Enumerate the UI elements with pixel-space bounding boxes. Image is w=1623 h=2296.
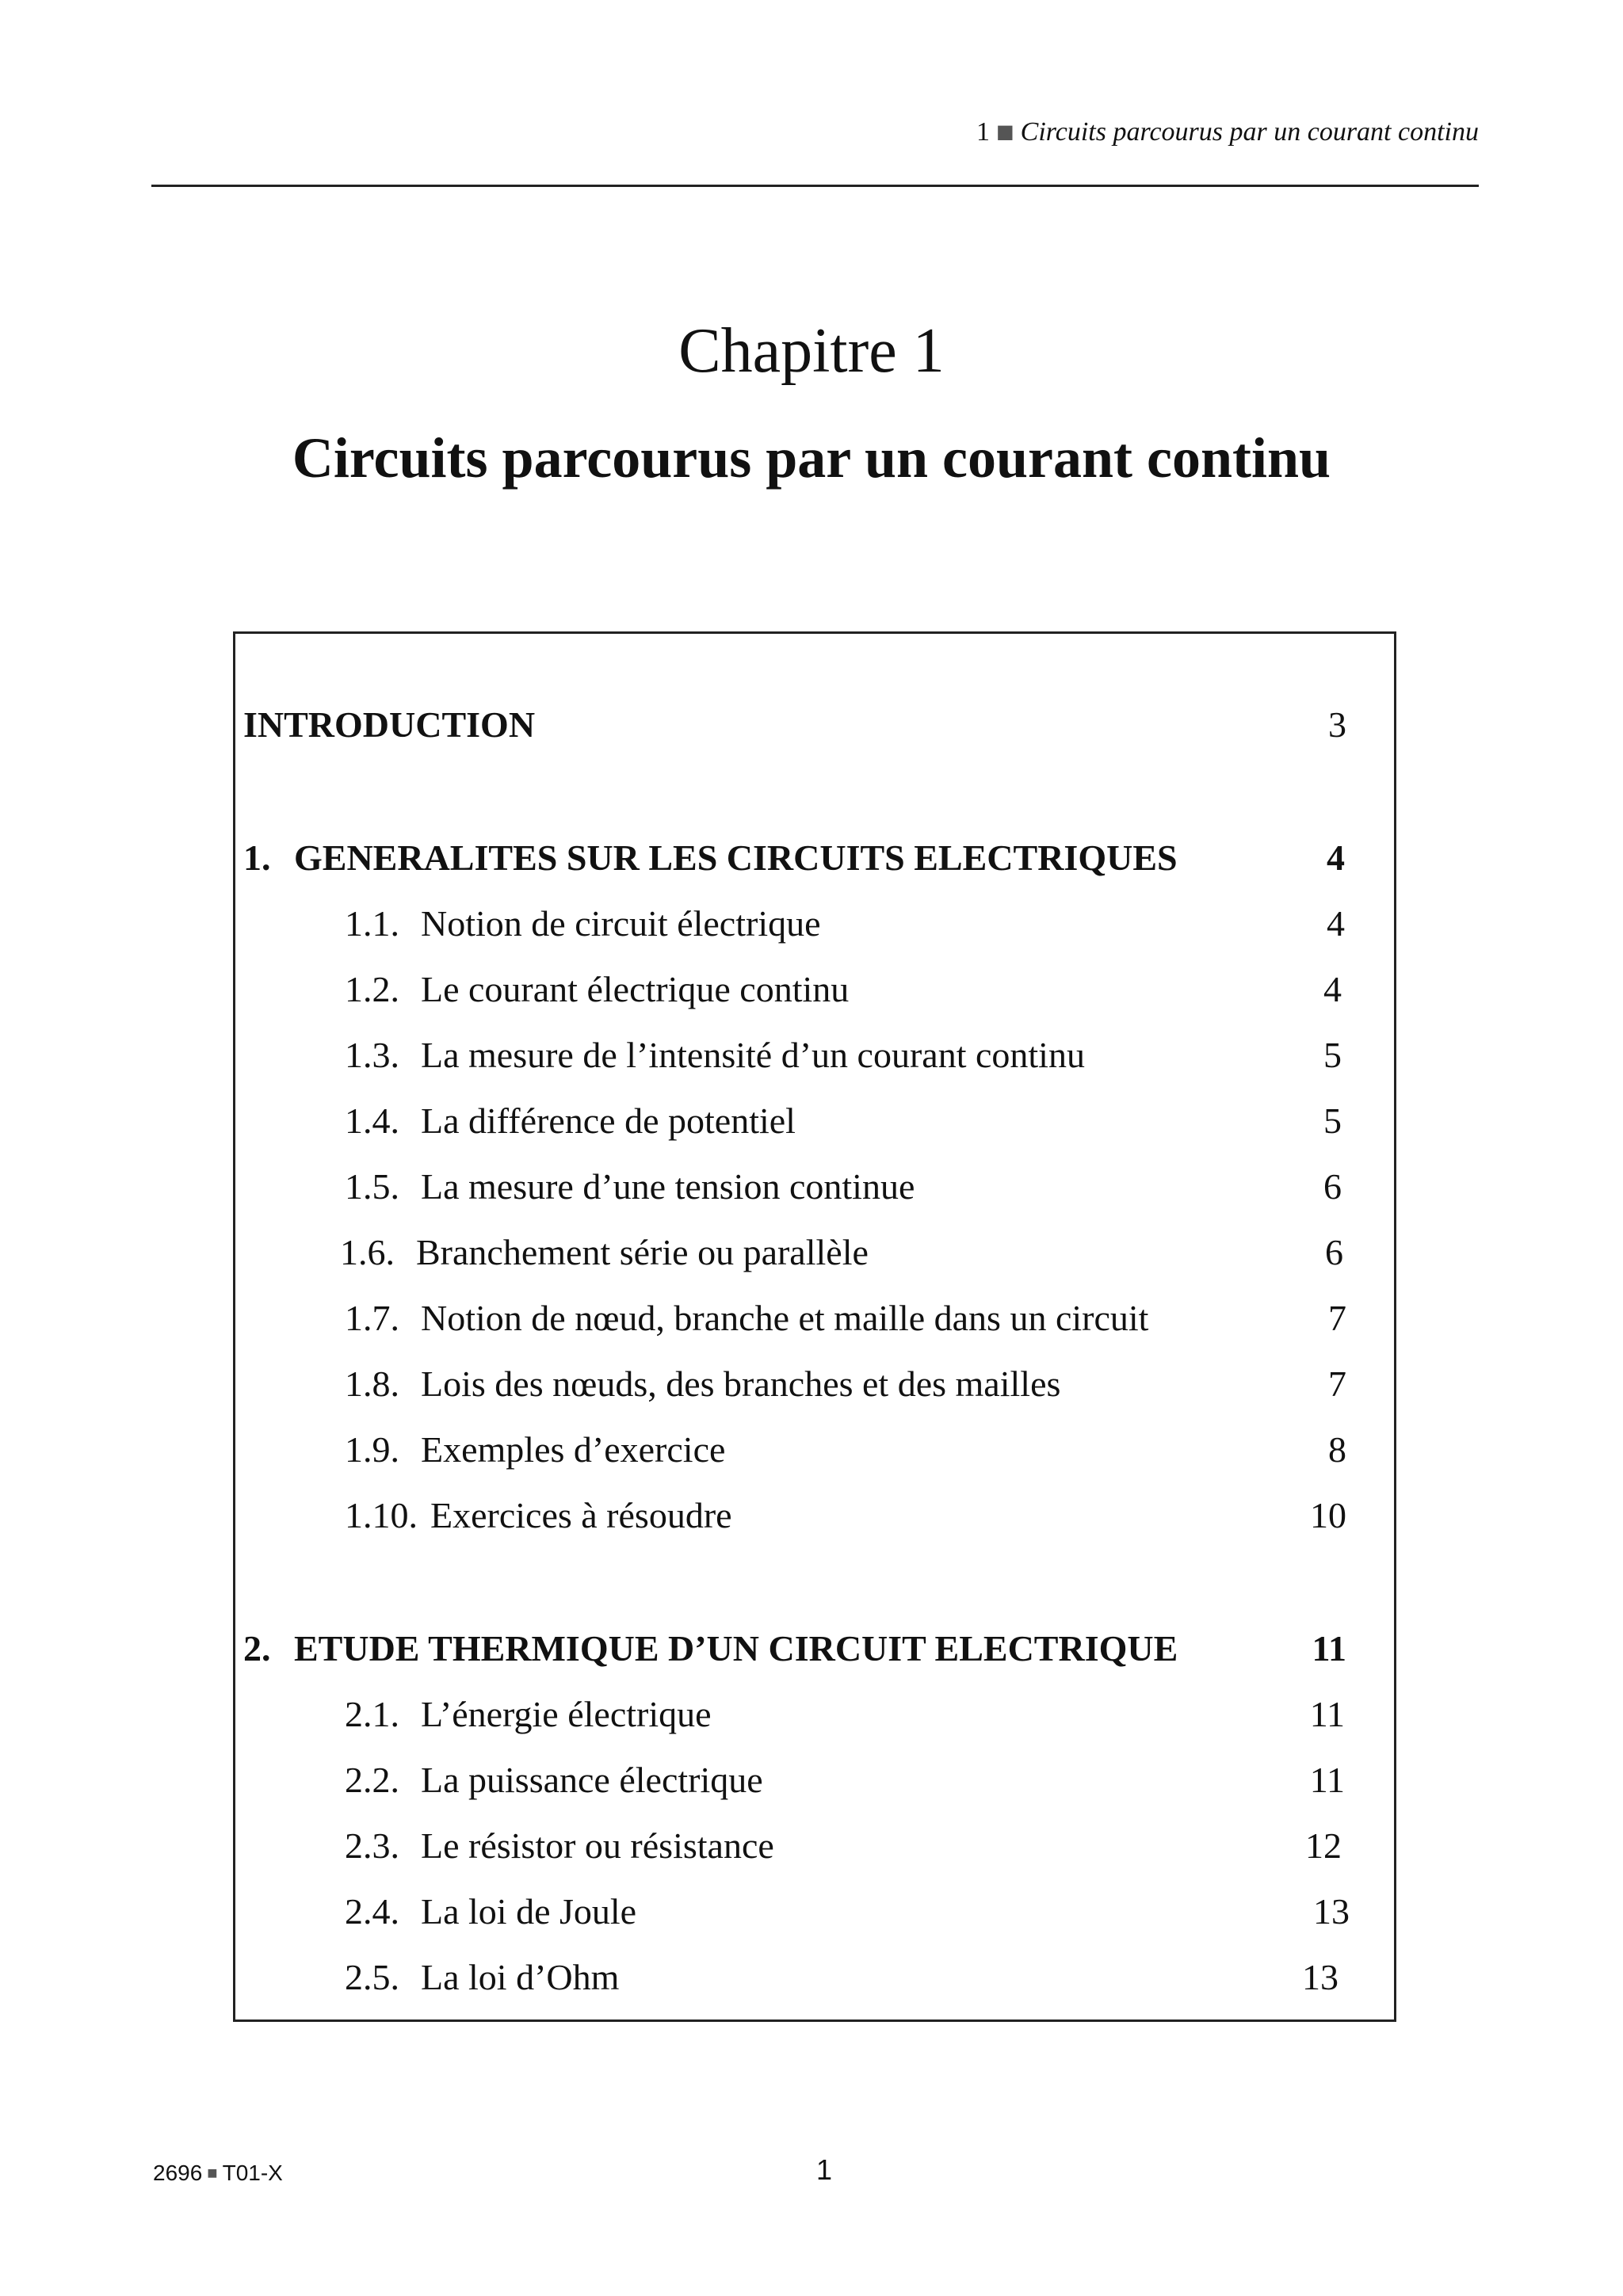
toc-item-page: 13 <box>1313 1891 1350 1932</box>
toc-item-number: 1.4. <box>345 1100 399 1141</box>
toc-item-1-6 <box>340 1229 869 1276</box>
toc-section-number: 2. <box>243 1628 271 1669</box>
toc-item-label: La loi de Joule <box>421 1891 637 1932</box>
toc-item-number: 2.1. <box>345 1694 399 1734</box>
toc-item-1-4 <box>345 1097 796 1145</box>
toc-item-label: La mesure d’une tension continue <box>421 1166 915 1207</box>
toc-item-label: Lois des nœuds, des branches et des mailles <box>421 1363 1061 1404</box>
toc-item-number: 1.9. <box>345 1429 399 1470</box>
toc-item-2-4 <box>345 1888 636 1936</box>
toc-item-1-3 <box>345 1032 1085 1079</box>
toc-item-number: 1.3. <box>345 1035 399 1075</box>
toc-item-1-5 <box>345 1163 915 1211</box>
toc-item-page: 11 <box>1309 1760 1345 1800</box>
header-rule <box>151 185 1479 187</box>
toc-item-2-5 <box>345 1954 619 2001</box>
toc-item-1-10 <box>345 1492 732 1539</box>
toc-item-1-7 <box>345 1295 1148 1342</box>
toc-item-page: 4 <box>1323 969 1342 1009</box>
toc-item-label: Notion de nœud, branche et maille dans un circuit <box>421 1298 1149 1338</box>
footer-code: 2696 <box>153 2161 203 2185</box>
toc-item-page: 7 <box>1328 1363 1346 1404</box>
toc-item-label: Le courant électrique continu <box>421 969 850 1009</box>
toc-item-number: 1.5. <box>345 1166 399 1207</box>
toc-entry-introduction <box>243 701 535 749</box>
toc-item-page: 7 <box>1328 1298 1346 1338</box>
table-of-contents <box>233 631 1396 2022</box>
toc-item-page: 6 <box>1323 1166 1342 1207</box>
toc-section-1 <box>243 834 1178 882</box>
toc-item-number: 1.7. <box>345 1298 399 1338</box>
square-bullet-icon: ■ <box>995 120 1014 143</box>
toc-section-page: 4 <box>1327 837 1345 878</box>
toc-item-page: 13 <box>1302 1957 1338 1997</box>
toc-item-number: 2.3. <box>345 1825 399 1866</box>
toc-item-label: Branchement série ou parallèle <box>416 1232 869 1272</box>
toc-section-page: 11 <box>1312 1628 1346 1669</box>
running-head <box>976 117 1479 147</box>
toc-item-number: 1.1. <box>345 903 399 944</box>
toc-item-page: 6 <box>1325 1232 1343 1272</box>
toc-entry-page: 3 <box>1328 704 1346 745</box>
square-bullet-icon: ■ <box>207 2163 218 2183</box>
toc-section-label: GENERALITES SUR LES CIRCUITS ELECTRIQUES <box>294 837 1178 878</box>
toc-item-1-1 <box>345 900 821 948</box>
toc-section-label: ETUDE THERMIQUE D’UN CIRCUIT ELECTRIQUE <box>294 1628 1178 1669</box>
toc-item-1-9 <box>345 1426 725 1474</box>
toc-item-page: 8 <box>1328 1429 1346 1470</box>
page-number: 1 <box>815 2153 833 2186</box>
chapter-label: Chapitre 1 <box>678 316 945 386</box>
toc-item-number: 2.2. <box>345 1760 399 1800</box>
toc-section-2 <box>243 1625 1178 1672</box>
toc-item-2-3 <box>345 1822 774 1870</box>
toc-item-label: Exercices à résoudre <box>430 1495 732 1535</box>
toc-item-page: 4 <box>1327 903 1345 944</box>
toc-item-label: La mesure de l’intensité d’un courant continu <box>421 1035 1085 1075</box>
toc-item-1-2 <box>345 966 849 1013</box>
toc-item-label: Exemples d’exercice <box>421 1429 726 1470</box>
toc-item-number: 1.2. <box>345 969 399 1009</box>
toc-item-label: La puissance électrique <box>421 1760 763 1800</box>
running-head-title: Circuits parcourus par un courant continu <box>1020 117 1479 147</box>
toc-item-label: Notion de circuit électrique <box>421 903 821 944</box>
toc-item-number: 2.4. <box>345 1891 399 1932</box>
toc-item-page: 11 <box>1309 1694 1345 1734</box>
toc-entry-label: INTRODUCTION <box>243 704 536 745</box>
chapter-title: Circuits parcourus par un courant continu <box>292 426 1331 490</box>
toc-item-label: L’énergie électrique <box>421 1694 712 1734</box>
footer-ref: T01-X <box>222 2161 283 2185</box>
toc-item-2-1 <box>345 1691 712 1738</box>
footer-reference <box>153 2161 283 2186</box>
toc-item-2-2 <box>345 1756 763 1804</box>
toc-item-label: La loi d’Ohm <box>421 1957 620 1997</box>
toc-item-number: 1.6. <box>340 1232 395 1272</box>
toc-item-label: Le résistor ou résistance <box>421 1825 774 1866</box>
toc-item-label: La différence de potentiel <box>421 1100 796 1141</box>
running-head-chapter-number: 1 <box>976 117 990 147</box>
toc-section-number: 1. <box>243 837 271 878</box>
toc-item-1-8 <box>345 1360 1060 1408</box>
toc-item-number: 2.5. <box>345 1957 399 1997</box>
toc-item-page: 5 <box>1323 1100 1342 1141</box>
toc-item-page: 12 <box>1305 1825 1342 1866</box>
toc-item-page: 5 <box>1323 1035 1342 1075</box>
toc-item-number: 1.8. <box>345 1363 399 1404</box>
toc-item-page: 10 <box>1310 1495 1346 1535</box>
toc-item-number: 1.10. <box>345 1495 418 1535</box>
